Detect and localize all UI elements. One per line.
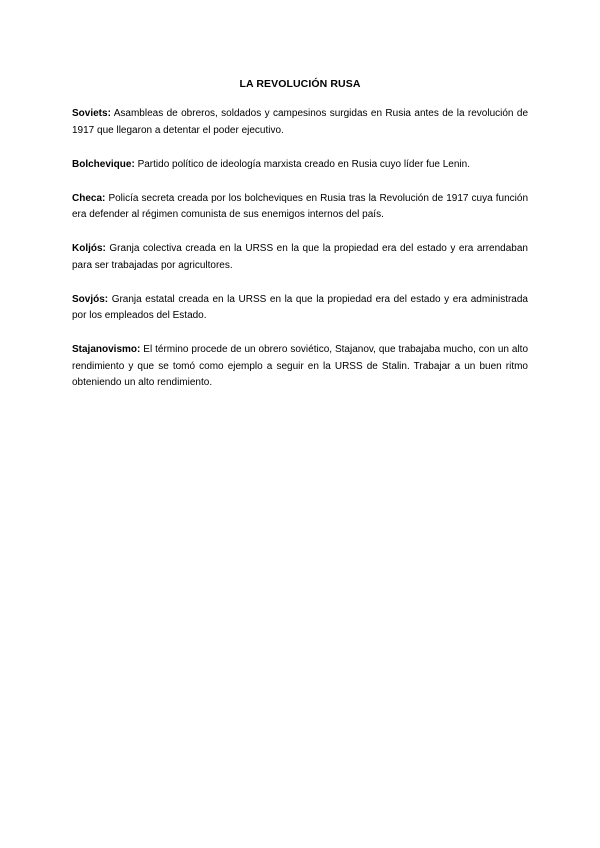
glossary-entry-koljos (72, 241, 528, 274)
glossary-definition: Granja colectiva creada en la URSS en la que la propiedad era del estado y era arrendaban para ser trabajadas por agricultores. (72, 243, 528, 271)
glossary-term: Soviets: (72, 108, 111, 119)
glossary-term: Stajanovismo: (72, 344, 141, 355)
glossary-entry-sovjos (72, 292, 528, 325)
glossary-term: Sovjós: (72, 293, 109, 305)
glossary-term: Koljós: (72, 243, 106, 254)
page-title: LA REVOLUCIÓN RUSA (239, 78, 361, 90)
glossary-entry-checa (72, 191, 528, 224)
glossary-definition: Policía secreta creada por los bolcheviques en Rusia tras la Revolución de 1917 cuya función era defender al régimen comunista de sus enemigos internos del país. (72, 192, 528, 220)
glossary-definition: Asambleas de obreros, soldados y campesinos surgidas en Rusia antes de la revolución de 1917 que llegaron a detentar el poder ejecutivo. (72, 108, 529, 136)
glossary-entry-soviets (72, 106, 528, 139)
glossary-definition: Granja estatal creada en la URSS en la que la propiedad era del estado y era administrada por los empleados del Estado. (72, 293, 528, 321)
glossary-entry-bolchevique (72, 157, 528, 174)
glossary-entry-stajanovismo (72, 342, 528, 392)
glossary-definition: Partido político de ideología marxista creado en Rusia cuyo líder fue Lenin. (137, 158, 470, 170)
glossary-list (72, 106, 528, 409)
glossary-term: Checa: (72, 192, 106, 204)
glossary-term: Bolchevique: (72, 158, 135, 170)
glossary-definition: El término procede de un obrero soviético, Stajanov, que trabajaba mucho, con un alto rendimiento y que se tomó como ejemplo a seguir en la URSS de Stalin. Trabajar a un buen ritmo obteniendo un alto rendimiento. (72, 344, 529, 388)
